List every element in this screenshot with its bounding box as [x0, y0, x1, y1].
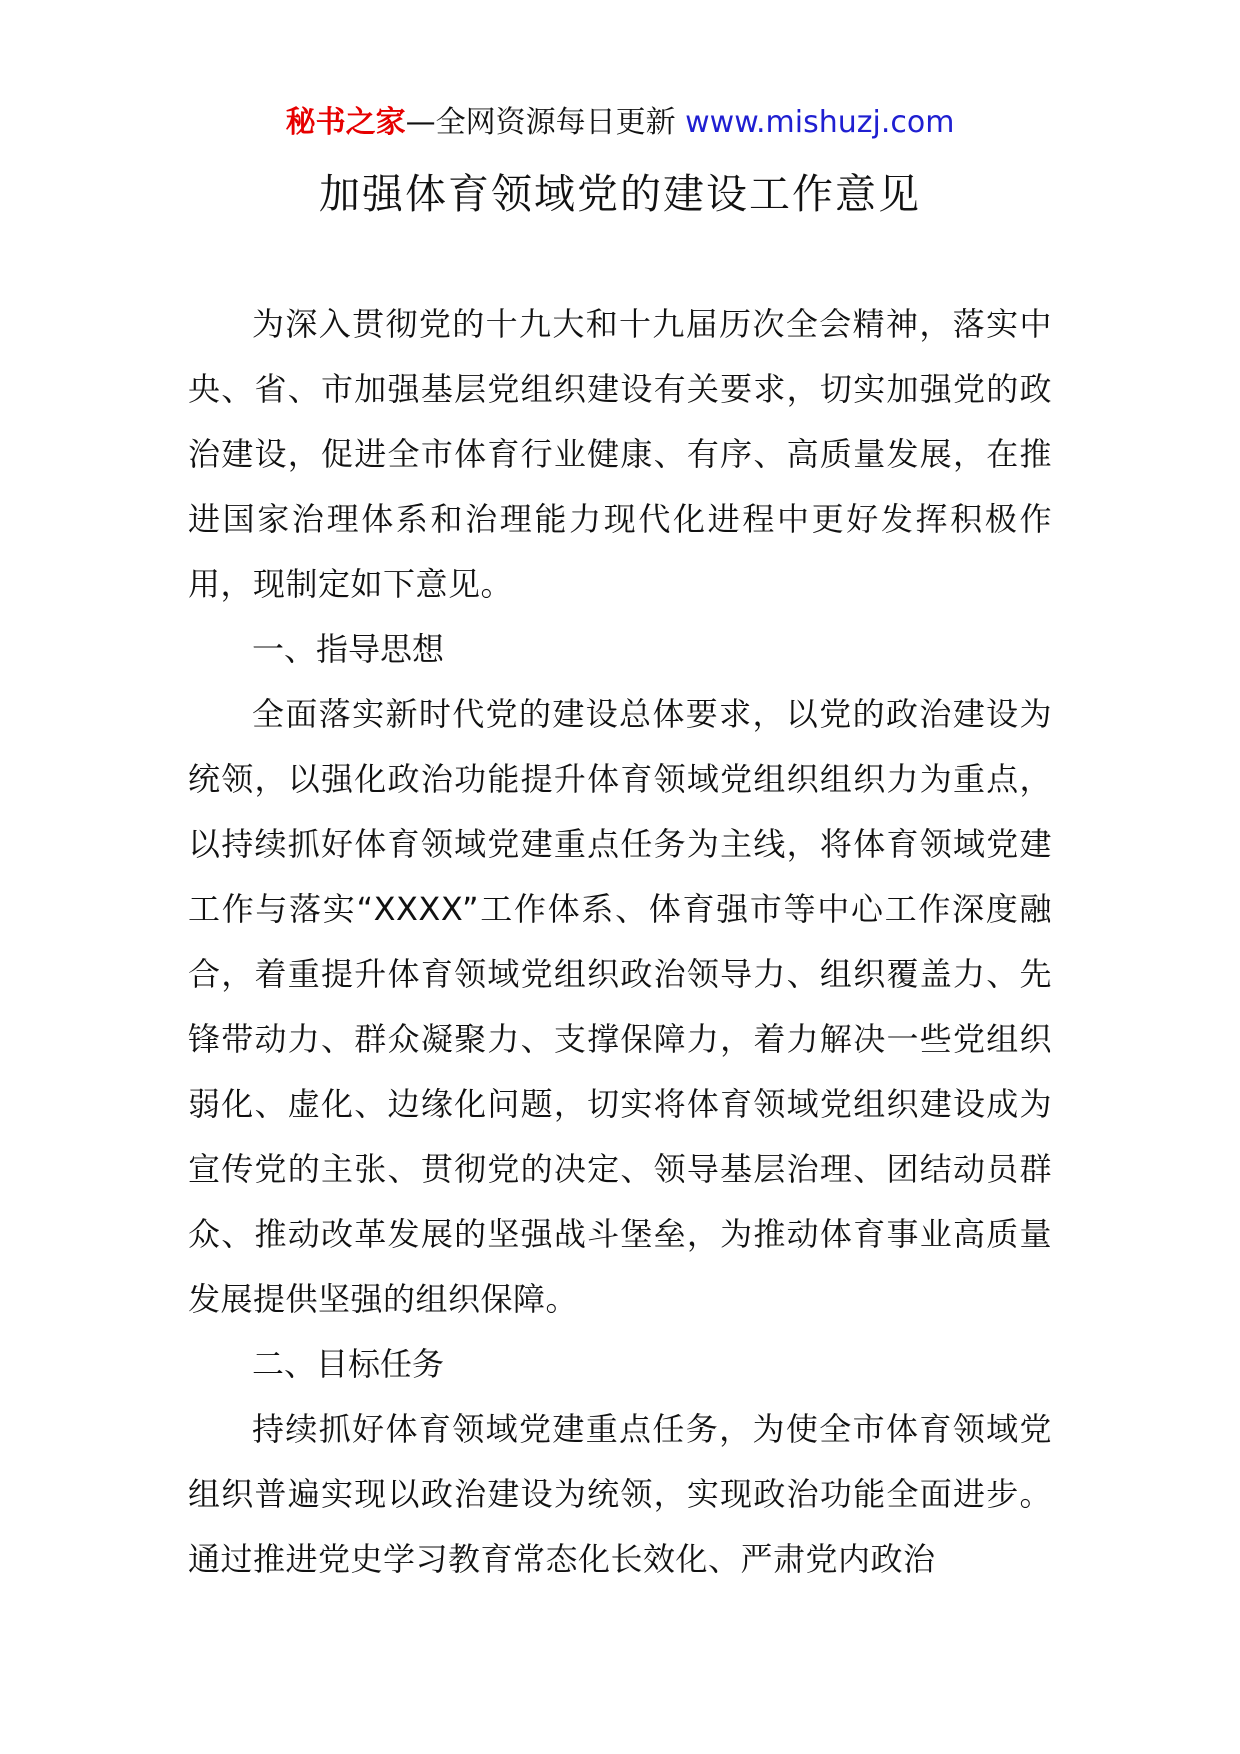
section-paragraph-guiding-ideology: 全面落实新时代党的建设总体要求，以党的政治建设为统领，以强化政治功能提升体育领域党组织组织力为重点，以持续抓好体育领域党建重点任务为主线，将体育领域党建工作与落实“XXXX”工作体系、体育强市等中心工作深度融合，着重提升体育领域党组织政治领导力、组织覆盖力、先锋带动力、群众凝聚力、支撑保障力，着力解决一些党组织弱化、虚化、边缘化问题，切实将体育领域党组织建设成为宣传党的主张、贯彻党的决定、领导基层治理、团结动员群众、推动改革发展的坚强战斗堡垒，为推动体育事业高质量发展提供坚强的组织保障。: [188, 695, 1052, 1318]
brand-name: 秘书之家: [285, 105, 406, 140]
site-url-link[interactable]: www.mishuzj.com: [685, 105, 955, 140]
site-banner: [0, 100, 1240, 146]
section-heading-guiding-ideology: 一、指导思想: [252, 630, 445, 668]
document-body: [188, 292, 1052, 1592]
banner-slogan: —全网资源每日更新: [405, 105, 676, 140]
document-title: 加强体育领域党的建设工作意见: [319, 170, 921, 218]
intro-paragraph: 为深入贯彻党的十九大和十九届历次全会精神，落实中央、省、市加强基层党组织建设有关要求，切实加强党的政治建设，促进全市体育行业健康、有序、高质量发展，在推进国家治理体系和治理能力现代化进程中更好发挥积极作用，现制定如下意见。: [188, 305, 1052, 603]
section-paragraph-goals-tasks: 持续抓好体育领域党建重点任务，为使全市体育领域党组织普遍实现以政治建设为统领，实现政治功能全面进步。通过推进党史学习教育常态化长效化、严肃党内政治: [188, 1410, 1052, 1578]
section-heading-goals-tasks: 二、目标任务: [252, 1345, 445, 1383]
